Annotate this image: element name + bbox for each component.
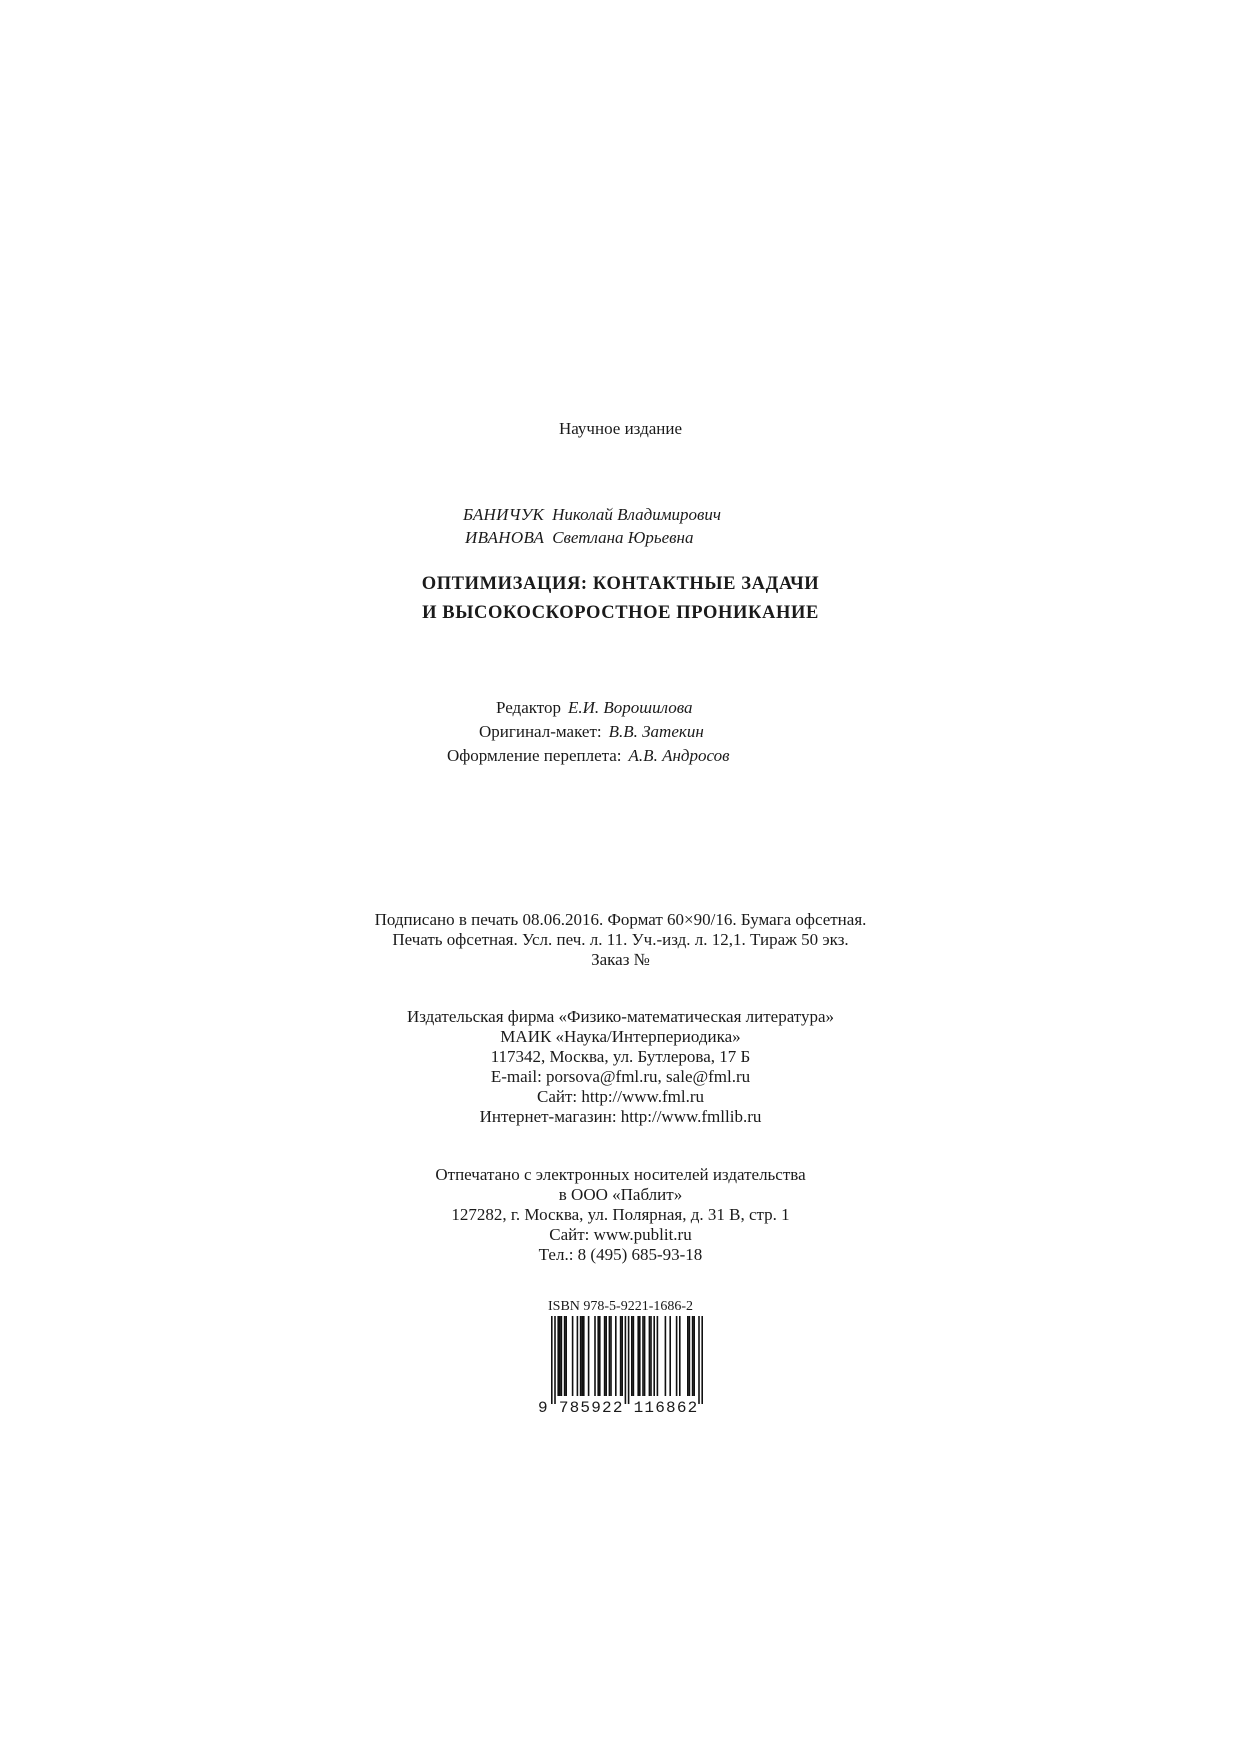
barcode-bar (594, 1316, 596, 1396)
barcode-bar (588, 1316, 590, 1396)
barcode-bar (557, 1316, 559, 1396)
barcode-bar (561, 1316, 563, 1396)
barcode-bar (637, 1316, 639, 1396)
barcode-bar (565, 1316, 567, 1396)
barcode-bar (701, 1316, 703, 1404)
barcode-bar (687, 1316, 689, 1396)
barcode-bar (628, 1316, 630, 1404)
authors-block (463, 503, 721, 549)
edition-type: Научное издание (558, 419, 683, 438)
credit-layout (479, 721, 704, 742)
barcode-bar (642, 1316, 644, 1396)
book-title-line-2: И ВЫСОКОСКОРОСТНОЕ ПРОНИКАНИЕ (422, 603, 819, 623)
barcode-image (541, 1316, 711, 1404)
author-row (463, 503, 721, 526)
credit-name: В.В. Затекин (608, 722, 704, 741)
barcode-bar (564, 1316, 566, 1396)
barcode-bar (669, 1316, 671, 1396)
author-given-name: Николай Владимирович (552, 505, 722, 524)
print-info-line: Подписано в печать 08.06.2016. Формат 60×90/16. Бумага офсетная. (374, 910, 867, 929)
credit-label: Оригинал-макет: (479, 722, 602, 741)
author-surname: ИВАНОВА (465, 528, 545, 547)
print-info-line: Печать офсетная. Усл. печ. л. 11. Уч.-изд. л. 12,1. Тираж 50 экз. (392, 930, 849, 949)
publisher-shop: Интернет-магазин: http://www.fmllib.ru (479, 1107, 762, 1126)
barcode-bar (597, 1316, 599, 1396)
barcode-bar (653, 1316, 655, 1396)
credit-cover (447, 745, 729, 766)
barcode-bar (605, 1316, 607, 1396)
barcode-bar (559, 1316, 561, 1396)
barcode-digit-first: 9 (538, 1399, 549, 1417)
barcode-bar (689, 1316, 691, 1396)
publisher-site: Сайт: http://www.fml.ru (537, 1087, 704, 1106)
printer-phone: Тел.: 8 (495) 685-93-18 (538, 1245, 703, 1264)
barcode-bar (676, 1316, 678, 1396)
publisher-line: 117342, Москва, ул. Бутлерова, 17 Б (490, 1047, 751, 1066)
barcode-bar (551, 1316, 553, 1404)
barcode-bar (665, 1316, 667, 1396)
barcode-bar (633, 1316, 635, 1396)
barcode-bar (583, 1316, 585, 1396)
author-row (463, 526, 721, 549)
barcode-bar (657, 1316, 659, 1396)
author-surname: БАНИЧУК (463, 505, 545, 524)
barcode-bar (692, 1316, 694, 1396)
credit-editor (496, 697, 693, 718)
printer-line: в ООО «Паблит» (558, 1185, 683, 1204)
barcode-bar (554, 1316, 556, 1404)
barcode-bar (615, 1316, 617, 1396)
barcode-bar (610, 1316, 612, 1396)
barcode-bar (580, 1316, 582, 1396)
barcode-bar (620, 1316, 622, 1396)
barcode-bar (604, 1316, 606, 1396)
barcode-bar (581, 1316, 583, 1396)
printer-site: Сайт: www.publit.ru (549, 1225, 692, 1244)
barcode-bar (644, 1316, 646, 1396)
barcode-bar (625, 1316, 627, 1404)
credit-name: А.В. Андросов (628, 746, 730, 765)
barcode-bar (572, 1316, 574, 1396)
book-title-line-1: ОПТИМИЗАЦИЯ: КОНТАКТНЫЕ ЗАДАЧИ (421, 574, 820, 594)
barcode-bar (621, 1316, 623, 1396)
barcode-bar (631, 1316, 633, 1396)
credit-name: Е.И. Ворошилова (568, 698, 693, 717)
barcode-bar (698, 1316, 700, 1404)
barcode-bar (649, 1316, 651, 1396)
barcode-bar (639, 1316, 641, 1396)
publisher-email: E-mail: porsova@fml.ru, sale@fml.ru (490, 1067, 751, 1086)
printer-line: 127282, г. Москва, ул. Полярная, д. 31 В, стр. 1 (451, 1205, 790, 1224)
publisher-line: Издательская фирма «Физико-математическая литература» (406, 1007, 835, 1026)
credit-label: Редактор (496, 698, 561, 717)
credit-label: Оформление переплета: (447, 746, 622, 765)
barcode-bar (693, 1316, 695, 1396)
barcode-digit-group-right: 116862 (633, 1399, 699, 1417)
author-given-name: Светлана Юрьевна (552, 528, 694, 547)
isbn-label: ISBN 978-5-9221-1686-2 (548, 1299, 694, 1314)
barcode-bar (577, 1316, 579, 1396)
printer-line: Отпечатано с электронных носителей издательства (435, 1165, 806, 1184)
barcode-bar (609, 1316, 611, 1396)
barcode-digits (538, 1400, 698, 1416)
publisher-line: МАИК «Наука/Интерпериодика» (500, 1027, 741, 1046)
print-info-line: Заказ № (591, 950, 650, 969)
barcode-bar (679, 1316, 681, 1396)
barcode-bar (599, 1316, 601, 1396)
barcode-digit-group-left: 785922 (558, 1399, 624, 1417)
barcode-bar (650, 1316, 652, 1396)
